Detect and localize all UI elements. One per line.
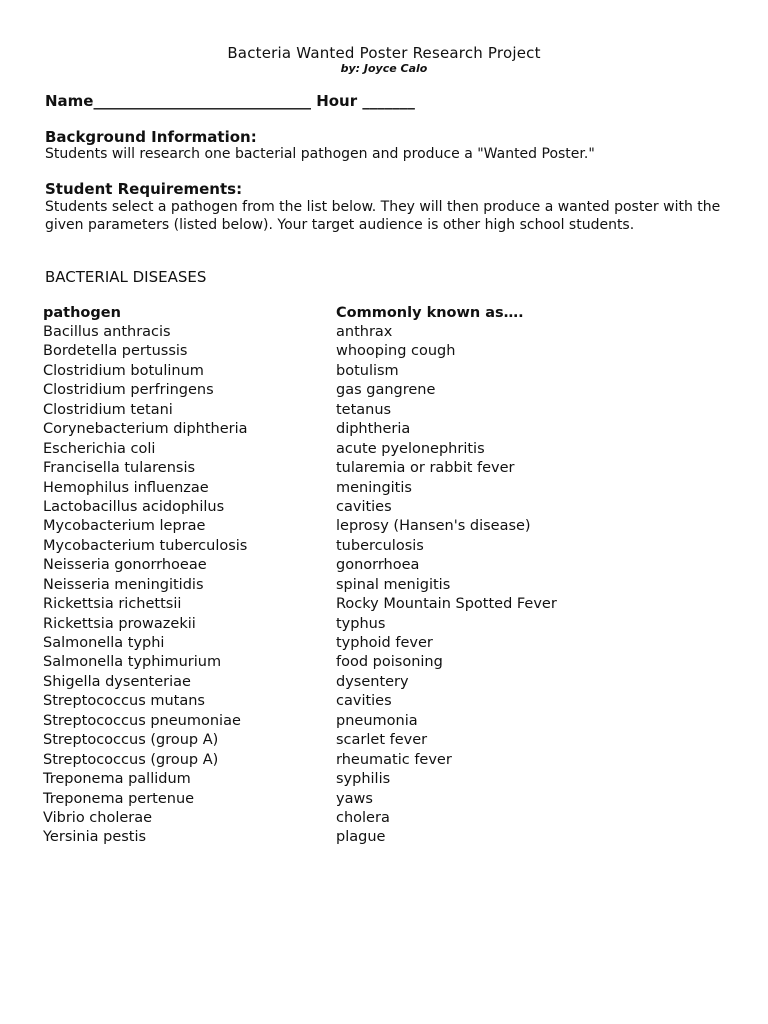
- table-row: [0, 653, 768, 672]
- common-name-cell: gas gangrene: [336, 382, 436, 399]
- table-row: [0, 751, 768, 770]
- table-row: [0, 323, 768, 342]
- common-name-cell: gonorrhoea: [336, 557, 420, 574]
- common-name-cell: cavities: [336, 693, 392, 710]
- common-name-cell: cholera: [336, 809, 390, 826]
- pathogen-cell: Shigella dysenteriae: [43, 673, 191, 690]
- table-row: [0, 595, 768, 614]
- common-name-cell: plague: [336, 829, 386, 846]
- background-heading: Background Information:: [45, 128, 257, 146]
- table-row: [0, 556, 768, 575]
- document-title: Bacteria Wanted Poster Research Project: [227, 44, 541, 62]
- pathogen-cell: Hemophilus influenzae: [43, 479, 209, 496]
- pathogen-cell: Bordetella pertussis: [43, 343, 188, 360]
- pathogen-cell: Clostridium tetani: [43, 401, 173, 418]
- common-name-cell: rheumatic fever: [336, 751, 452, 768]
- pathogen-cell: Treponema pallidum: [43, 771, 191, 788]
- common-name-column-header: Commonly known as….: [336, 305, 524, 321]
- pathogen-column-header: pathogen: [43, 305, 121, 321]
- common-name-cell: botulism: [336, 362, 399, 379]
- background-text: Students will research one bacterial pathogen and produce a "Wanted Poster.": [45, 146, 595, 162]
- common-name-cell: scarlet fever: [336, 732, 428, 749]
- common-name-cell: tularemia or rabbit fever: [336, 460, 515, 477]
- pathogen-cell: Neisseria gonorrhoeae: [43, 557, 207, 574]
- pathogen-cell: Mycobacterium leprae: [43, 518, 206, 535]
- common-name-cell: diphtheria: [336, 421, 411, 438]
- table-row: [0, 517, 768, 536]
- pathogen-cell: Streptococcus mutans: [43, 693, 205, 710]
- disease-table: [0, 323, 768, 848]
- common-name-cell: anthrax: [336, 324, 393, 340]
- requirements-heading: Student Requirements:: [45, 180, 243, 198]
- table-row: [0, 615, 768, 634]
- common-name-cell: acute pyelonephritis: [336, 440, 485, 457]
- table-row: [0, 440, 768, 459]
- common-name-cell: food poisoning: [336, 654, 443, 671]
- pathogen-cell: Corynebacterium diphtheria: [43, 421, 248, 438]
- table-row: [0, 479, 768, 498]
- table-row: [0, 401, 768, 420]
- table-row: [0, 498, 768, 517]
- pathogen-cell: Rickettsia richettsii: [43, 596, 182, 613]
- common-name-cell: meningitis: [336, 479, 412, 496]
- pathogen-cell: Salmonella typhi: [43, 635, 165, 651]
- pathogen-cell: Vibrio cholerae: [43, 809, 153, 826]
- common-name-cell: spinal menigitis: [336, 576, 451, 593]
- pathogen-cell: Bacillus anthracis: [43, 324, 171, 340]
- pathogen-cell: Clostridium perfringens: [43, 382, 214, 399]
- table-row: [0, 790, 768, 809]
- table-row: [0, 381, 768, 400]
- pathogen-cell: Streptococcus (group A): [43, 732, 219, 749]
- requirements-text: Students select a pathogen from the list below. They will then produce a wanted poster with the given parameters (listed below). Your target audience is other high school students.: [45, 199, 721, 233]
- table-row: [0, 828, 768, 847]
- common-name-cell: whooping cough: [336, 343, 456, 360]
- table-row: [0, 809, 768, 828]
- author-byline: by: Joyce Calo: [340, 62, 428, 75]
- pathogen-cell: Salmonella typhimurium: [43, 654, 222, 671]
- pathogen-cell: Neisseria meningitidis: [43, 576, 204, 593]
- table-row: [0, 420, 768, 439]
- pathogen-cell: Treponema pertenue: [43, 790, 195, 807]
- common-name-cell: typhus: [336, 615, 386, 632]
- pathogen-cell: Escherichia coli: [43, 440, 156, 457]
- table-row: [0, 770, 768, 789]
- pathogen-cell: Francisella tularensis: [43, 460, 196, 477]
- table-row: [0, 692, 768, 711]
- pathogen-cell: Streptococcus (group A): [43, 751, 219, 768]
- table-row: [0, 731, 768, 750]
- table-row: [0, 673, 768, 692]
- common-name-cell: typhoid fever: [336, 635, 433, 651]
- common-name-cell: dysentery: [336, 673, 409, 690]
- common-name-cell: cavities: [336, 498, 392, 515]
- table-row: [0, 537, 768, 556]
- table-row: [0, 576, 768, 595]
- table-row: [0, 342, 768, 361]
- table-row: [0, 712, 768, 731]
- pathogen-cell: Yersinia pestis: [43, 829, 147, 846]
- name-hour-line: Name_____________________________ Hour _______: [45, 92, 415, 110]
- table-row: [0, 459, 768, 478]
- pathogen-cell: Streptococcus pneumoniae: [43, 712, 241, 729]
- diseases-heading: BACTERIAL DISEASES: [45, 268, 207, 286]
- pathogen-cell: Rickettsia prowazekii: [43, 615, 196, 632]
- table-row: [0, 362, 768, 381]
- common-name-cell: tetanus: [336, 401, 392, 418]
- common-name-cell: Rocky Mountain Spotted Fever: [336, 596, 557, 613]
- pathogen-cell: Mycobacterium tuberculosis: [43, 537, 248, 554]
- common-name-cell: leprosy (Hansen's disease): [336, 518, 531, 535]
- common-name-cell: yaws: [336, 790, 373, 807]
- pathogen-cell: Clostridium botulinum: [43, 362, 204, 379]
- pathogen-cell: Lactobacillus acidophilus: [43, 498, 225, 515]
- common-name-cell: pneumonia: [336, 712, 418, 729]
- common-name-cell: syphilis: [336, 771, 391, 788]
- common-name-cell: tuberculosis: [336, 537, 424, 554]
- table-row: [0, 634, 768, 653]
